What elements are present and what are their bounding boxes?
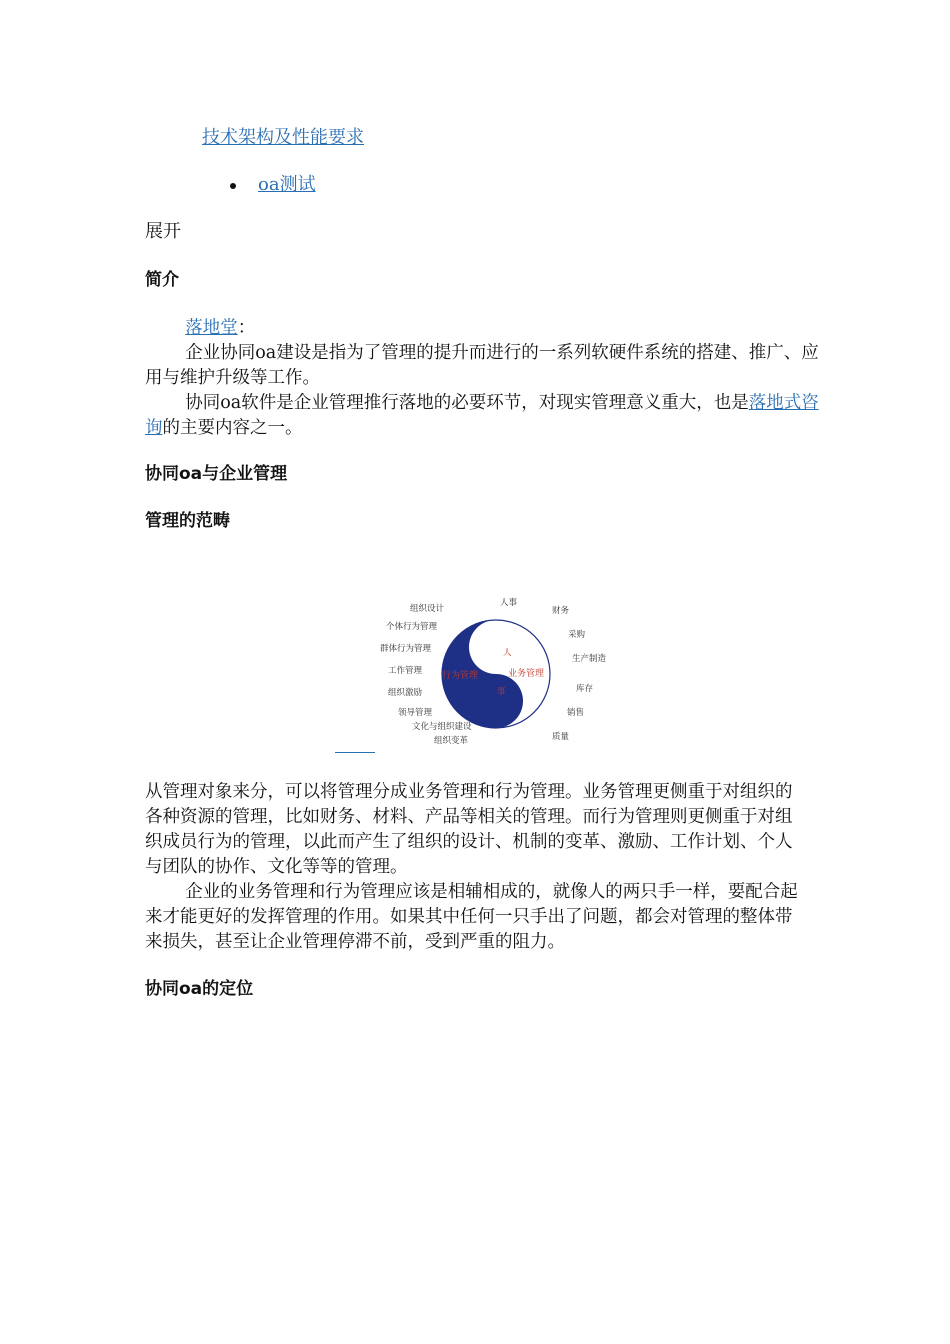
people-label: 人 — [503, 648, 512, 658]
left-item: 个体行为管理 — [386, 622, 438, 632]
left-item: 组织变革 — [434, 736, 469, 746]
section-heading-management-scope: 管理的范畴 — [145, 511, 230, 531]
p2-text-before: 协同oa软件是企业管理推行落地的必要环节，对现实管理意义重大，也是 — [185, 393, 749, 413]
left-item: 文化与组织建设 — [412, 722, 472, 732]
affairs-label: 事 — [497, 687, 506, 697]
right-item: 人事 — [500, 598, 518, 608]
right-item: 采购 — [568, 630, 586, 640]
expand-toggle[interactable]: 展开 — [145, 221, 181, 242]
behavior-mgmt-label: 行为管理 — [442, 671, 479, 681]
toc-link-oa-test[interactable]: oa测试 — [258, 174, 316, 195]
left-item: 组织设计 — [410, 604, 445, 614]
body-paragraph-1: 从管理对象来分，可以将管理分成业务管理和行为管理。业务管理更侧重于对组织的各种资源的管理，比如财务、材料、产品等相关的管理。而行为管理则更侧重于对组织成员行为的管理，以此而产生了组织的设计、机制的变革、激励、工作计划、个人与团队的协作、文化等等的管理。 — [145, 782, 793, 877]
right-item: 销售 — [567, 708, 585, 718]
management-scope-diagram — [370, 590, 620, 750]
left-item: 组织激励 — [388, 688, 423, 698]
consulting-link[interactable]: 落地式咨询 — [145, 393, 819, 438]
toc-link-architecture[interactable]: 技术架构及性能要求 — [202, 127, 364, 148]
ludi-tang-link[interactable]: 落地堂 — [185, 318, 238, 338]
image-link-underline — [335, 752, 375, 753]
lead-colon: ： — [237, 318, 256, 338]
intro-lead — [145, 316, 825, 341]
right-item: 库存 — [576, 684, 594, 694]
toc-bullet-item — [258, 173, 316, 197]
intro-block — [145, 316, 825, 441]
left-item: 群体行为管理 — [380, 644, 432, 654]
bullet-dot — [230, 183, 236, 189]
toc-item — [202, 126, 364, 150]
section-heading-oa-positioning: 协同oa的定位 — [145, 979, 254, 999]
left-item: 工作管理 — [388, 666, 423, 676]
right-item: 财务 — [552, 606, 570, 616]
intro-heading: 简介 — [145, 270, 179, 290]
section-heading-oa-management: 协同oa与企业管理 — [145, 464, 288, 484]
body-paragraph-2: 企业的业务管理和行为管理应该是相辅相成的，就像人的两只手一样，要配合起来才能更好的发挥管理的作用。如果其中任何一只手出了问题，都会对管理的整体带来损失，甚至让企业管理停滞不前，受到严重的阻力。 — [145, 882, 798, 952]
intro-paragraph-1: 企业协同oa建设是指为了管理的提升而进行的一系列软硬件系统的搭建、推广、应用与维护升级等工作。 — [145, 343, 819, 388]
p2-text-after: 的主要内容之一。 — [162, 418, 303, 438]
business-mgmt-label: 业务管理 — [508, 669, 545, 679]
intro-paragraph-2 — [145, 391, 825, 441]
right-item: 质量 — [552, 732, 570, 742]
body-block — [145, 780, 805, 955]
left-item: 领导管理 — [398, 708, 433, 718]
right-item: 生产制造 — [572, 654, 607, 664]
